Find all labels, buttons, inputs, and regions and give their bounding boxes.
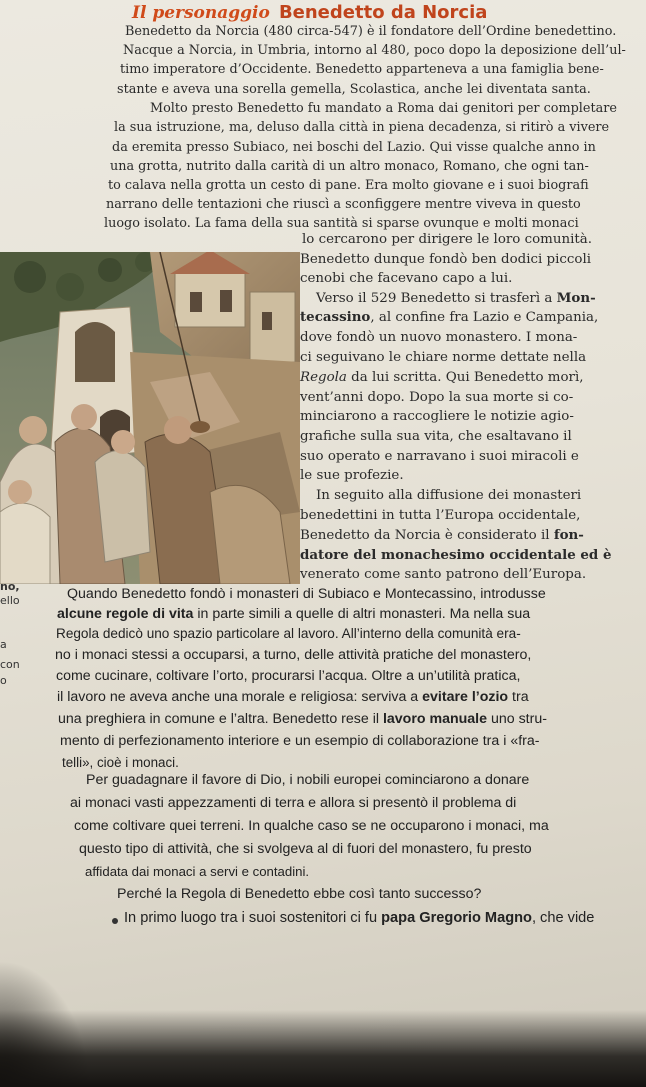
column-line: datore del monachesimo occidentale ed è [300, 547, 612, 563]
body-line: come cucinare, coltivare l’orto, procurarsi l’acqua. Oltre a un’utilità pratica, [56, 668, 521, 684]
intro-line: Molto presto Benedetto fu mandato a Roma dai genitori per completare [150, 101, 617, 116]
column-line: lo cercarono per dirigere le loro comunità. [302, 232, 593, 247]
column-line: dove fondò un nuovo monastero. I mona- [300, 330, 578, 345]
column-line: Benedetto dunque fondò ben dodici piccoli [300, 252, 592, 267]
column-line: venerato come santo patrono dell’Europa. [300, 567, 587, 582]
body-line: mento di perfezionamento interiore e un esempio di collaborazione tra i «fra- [60, 733, 540, 749]
section-title [132, 2, 487, 23]
body-line: telli», cioè i monaci. [62, 755, 179, 770]
intro-line: la sua istruzione, ma, deluso dalla città in piena decadenza, si ritirò a vivere [114, 120, 610, 135]
body-line: no i monaci stessi a occuparsi, a turno, delle attività pratiche del monastero, [55, 647, 532, 663]
column-line: ci seguivano le chiare norme dettate nella [300, 350, 587, 365]
bullet [112, 918, 118, 924]
column-line: Benedetto da Norcia è considerato il fon- [300, 527, 584, 543]
intro-line: Benedetto da Norcia (480 circa-547) è il fondatore dell’Ordine benedettino. [125, 24, 617, 39]
margin-note: no, [0, 580, 20, 593]
margin-note: ello [0, 594, 20, 607]
column-line: vent’anni dopo. Dopo la sua morte si co- [300, 390, 574, 405]
intro-line: timo imperatore d’Occidente. Benedetto apparteneva a una famiglia bene- [120, 62, 604, 77]
body-line: questo tipo di attività, che si svolgeva al di fuori del monastero, fu presto [79, 841, 532, 857]
title-main: Benedetto da Norcia [278, 2, 488, 23]
column-line: In seguito alla diffusione dei monasteri [316, 488, 582, 503]
intro-line: stante e aveva una sorella gemella, Scolastica, anche lei diventata santa. [117, 82, 591, 97]
body-line: In primo luogo tra i suoi sostenitori ci fu papa Gregorio Magno, che vide [124, 910, 595, 926]
fresco-illustration [0, 252, 300, 584]
body-line: alcune regole di vita in parte simili a quelle di altri monasteri. Ma nella sua [57, 606, 531, 622]
column-line: cenobi che facevano capo a lui. [300, 271, 513, 286]
margin-note: con [0, 658, 20, 671]
body-line: Perché la Regola di Benedetto ebbe così tanto successo? [117, 886, 482, 902]
column-line: grafiche sulla sua vita, che esaltavano il [300, 429, 572, 444]
intro-line: una grotta, nutrito dalla carità di un altro monaco, Romano, che ogni tan- [110, 159, 589, 174]
intro-line: Nacque a Norcia, in Umbria, intorno al 480, poco dopo la deposizione dell’ul- [123, 43, 626, 58]
column-line: le sue profezie. [300, 468, 404, 483]
body-line: Quando Benedetto fondò i monasteri di Subiaco e Montecassino, introdusse [67, 586, 546, 602]
body-line: Regola dedicò uno spazio particolare al lavoro. All’interno della comunità era- [56, 626, 521, 641]
body-line: affidata dai monaci a servi e contadini. [85, 864, 310, 879]
intro-line: to calava nella grotta un cesto di pane. Era molto giovane e i suoi biografi [108, 178, 589, 193]
column-line: minciarono a raccogliere le notizie agio- [300, 409, 574, 424]
body-line: come coltivare quei terreni. In qualche caso se ne occuparono i monaci, ma [74, 818, 549, 834]
column-line: benedettini in tutta l’Europa occidentale, [300, 508, 581, 523]
column-line: suo operato e narravano i suoi miracoli e [300, 449, 579, 464]
margin-note: a [0, 638, 7, 651]
intro-line: luogo isolato. La fama della sua santità si sparse ovunque e molti monaci [104, 216, 579, 231]
body-line: Per guadagnare il favore di Dio, i nobili europei cominciarono a donare [86, 772, 530, 788]
body-line: il lavoro ne aveva anche una morale e religiosa: serviva a evitare l’ozio tra [57, 689, 529, 705]
intro-line: narrano delle tentazioni che riuscì a sconfiggere mentre viveva in questo [106, 197, 581, 212]
intro-line: da eremita presso Subiaco, nei boschi del Lazio. Qui visse qualche anno in [112, 140, 596, 155]
column-line: tecassino, al confine fra Lazio e Campania, [300, 309, 599, 325]
body-line: ai monaci vasti appezzamenti di terra e allora si presentò il problema di [70, 795, 517, 811]
body-line: una preghiera in comune e l’altra. Benedetto rese il lavoro manuale uno stru- [58, 711, 547, 727]
margin-note: o [0, 674, 7, 687]
title-script: Il personaggio [132, 3, 270, 23]
column-line: Regola da lui scritta. Qui Benedetto morì, [300, 370, 584, 385]
column-line: Verso il 529 Benedetto si trasferì a Mon- [316, 290, 596, 306]
